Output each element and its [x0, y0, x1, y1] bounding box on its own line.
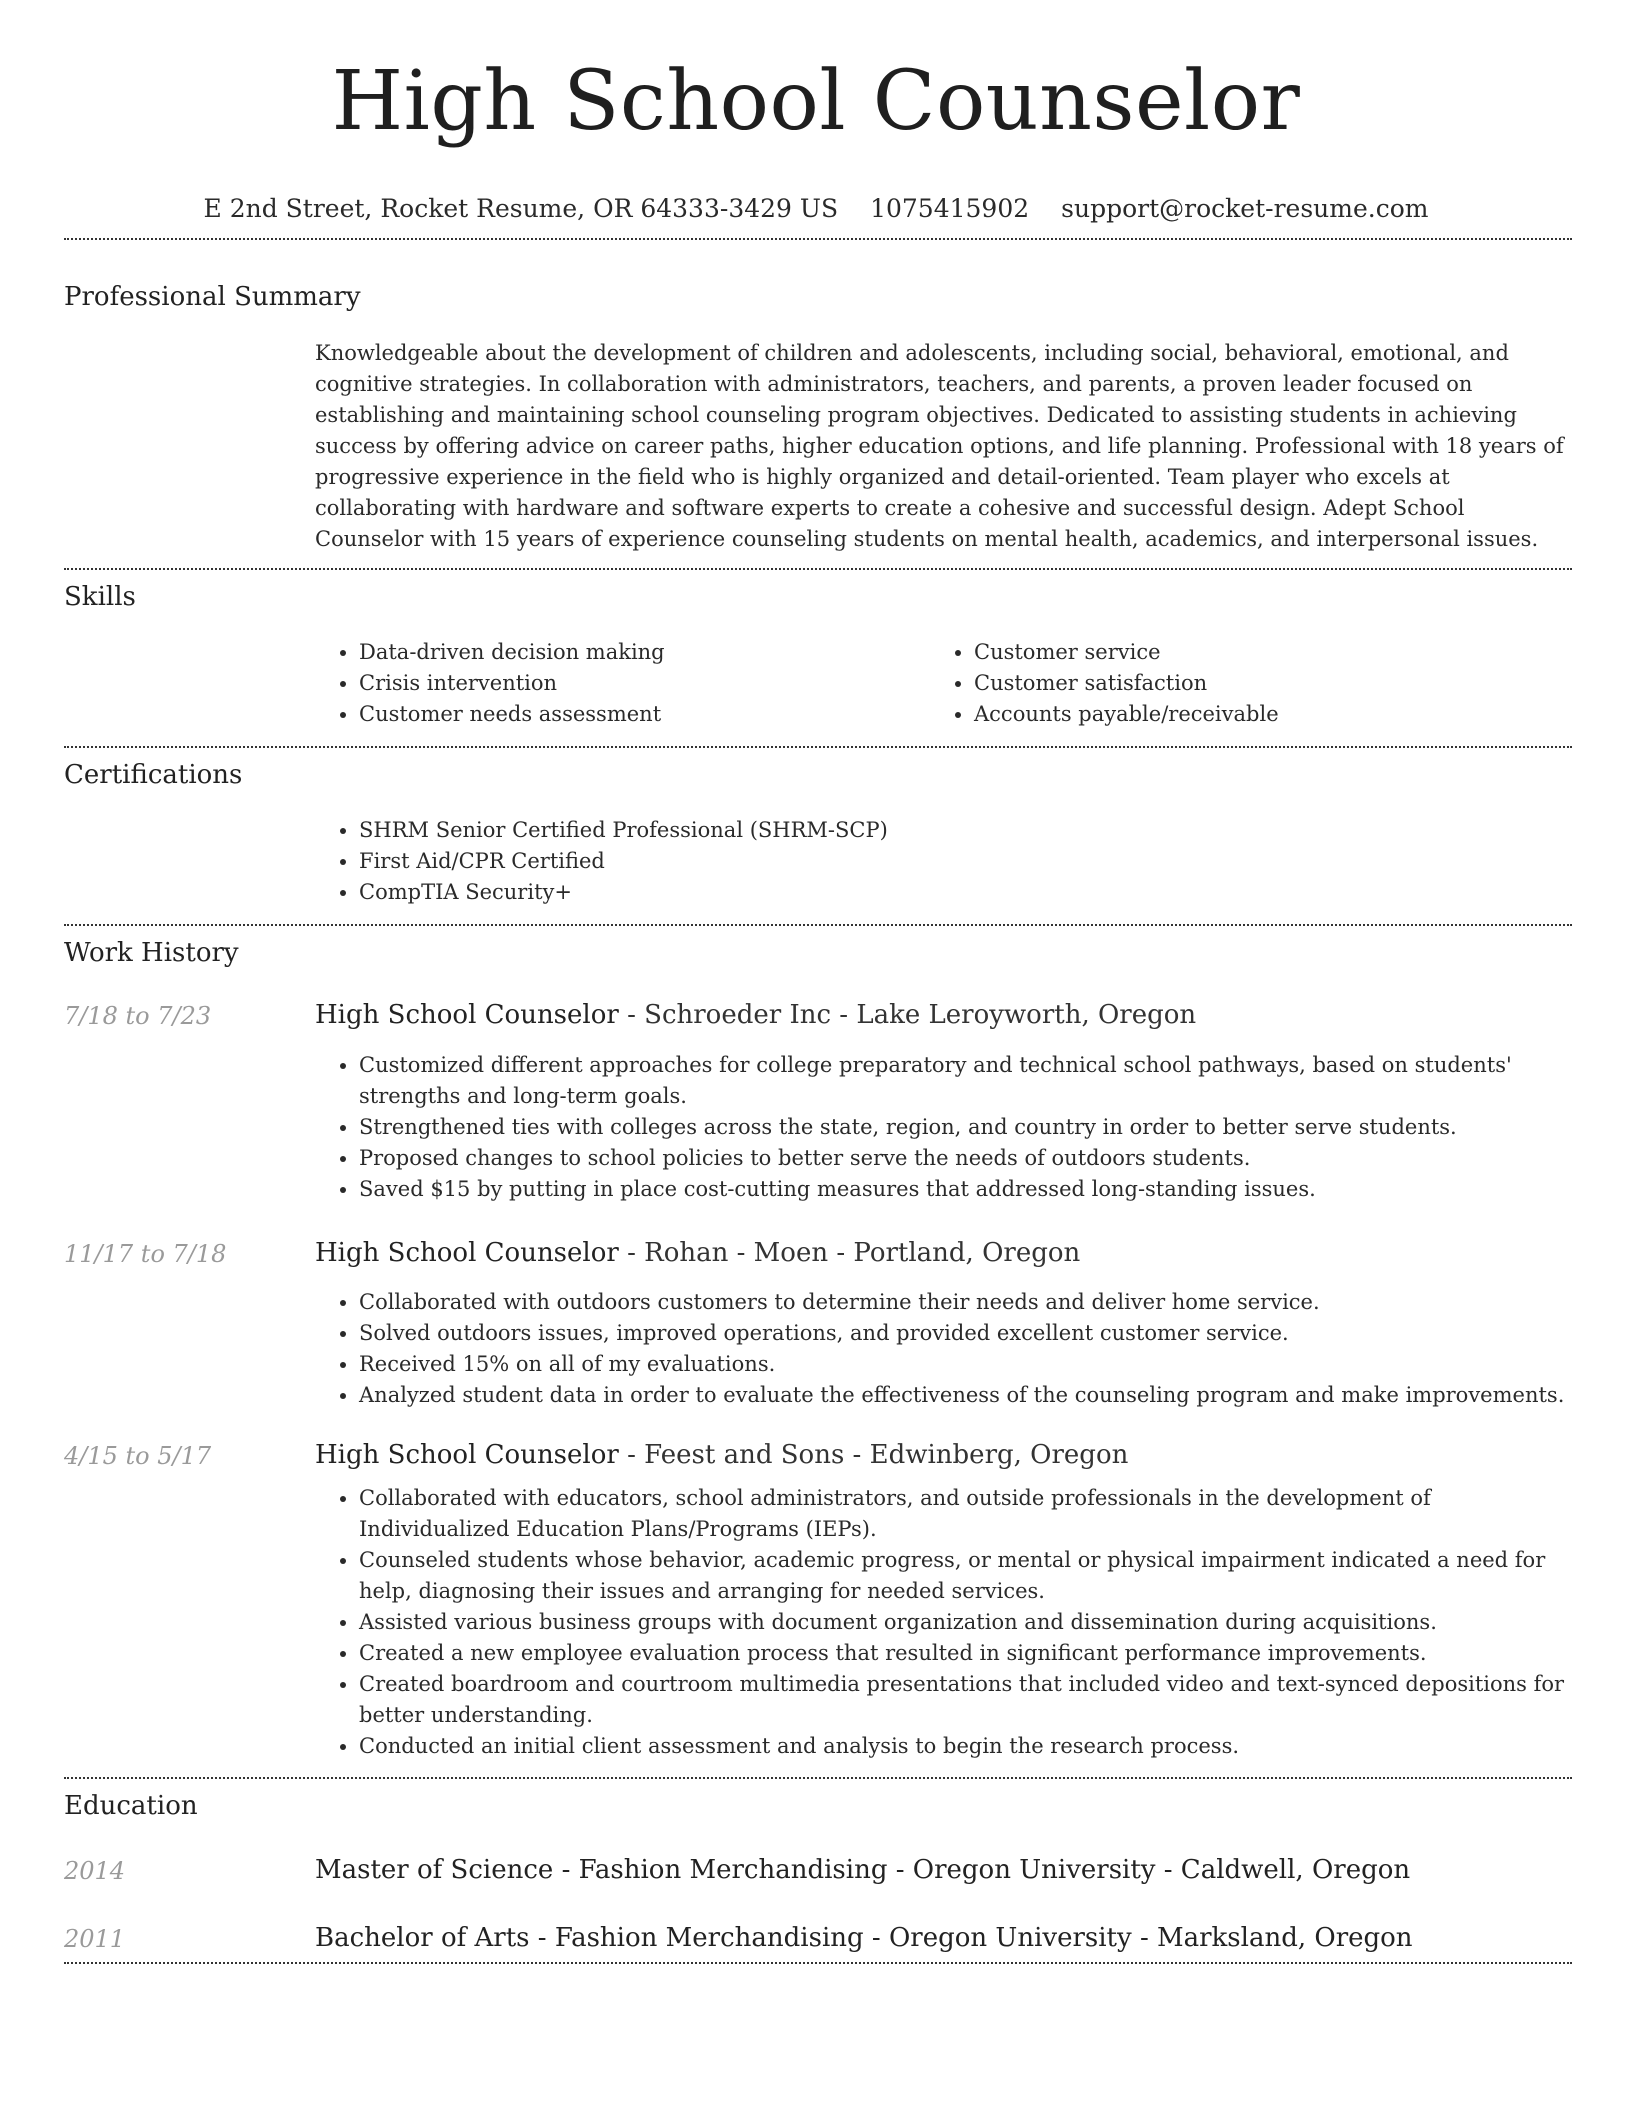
list-item: • Conducted an initial client assessment and analysis to begin the research process.: [359, 1731, 1575, 1762]
list-item: • Customer service: [974, 637, 1530, 668]
candidate-name: High School Counselor: [331, 54, 1301, 149]
summary-block: [315, 338, 1575, 555]
job-role: High School Counselor: [315, 1000, 619, 1030]
contact-line: [0, 194, 1632, 223]
list-item: • Accounts payable/receivable: [974, 699, 1530, 730]
job-employer: - Schroeder Inc - Lake Leroyworth, Oregon: [618, 1000, 1197, 1030]
list-item: • Analyzed student data in order to evaluate the effectiveness of the counseling program and make improvements.: [359, 1380, 1575, 1411]
list-item: • Strengthened ties with colleges across the state, region, and country in order to better serve students.: [359, 1112, 1575, 1143]
job-employer: - Feest and Sons - Edwinberg, Oregon: [618, 1440, 1129, 1470]
list-item: • Created boardroom and courtroom multimedia presentations that included video and text-synced depositions for better understanding.: [359, 1669, 1575, 1731]
divider: [64, 1777, 1572, 1779]
list-item: • Proposed changes to school policies to better serve the needs of outdoors students.: [359, 1143, 1575, 1174]
summary-text: Knowledgeable about the development of children and adolescents, including social, behavioral, emotional, and cognitive strategies. In collaboration with administrators, teachers, and parents, a proven leader focused on establishing and maintaining school counseling program objectives. Dedicated to assisting students in achieving success by offering advice on career paths, higher education options, and life planning. Professional with 18 years of progressive experience in the field who is highly organized and detail-oriented. Team player who excels at collaborating with hardware and software experts to create a cohesive and successful design. Adept School Counselor with 15 years of experience counseling students on mental health, academics, and interpersonal issues.: [315, 341, 1564, 551]
certifications-list: [315, 815, 1575, 908]
skills-list-right: [930, 637, 1530, 730]
education-degree: Bachelor of Arts - Fashion Merchandising: [315, 1923, 864, 1953]
job-dates: 11/17 to 7/18: [64, 1240, 227, 1268]
job-dates: 7/18 to 7/23: [64, 1002, 212, 1030]
divider: [64, 1962, 1572, 1964]
section-title-certifications: Certifications: [64, 760, 243, 790]
list-item: • SHRM Senior Certified Professional (SHRM-SCP): [359, 815, 1575, 846]
list-item: • Assisted various business groups with document organization and dissemination during acquisitions.: [359, 1607, 1575, 1638]
education-year: 2011: [64, 1925, 126, 1953]
list-item: • Saved $15 by putting in place cost-cutting measures that addressed long-standing issues.: [359, 1174, 1575, 1205]
education-entry: [315, 1855, 1410, 1885]
address: E 2nd Street, Rocket Resume, OR 64333-3429 US: [203, 194, 839, 223]
job-dates: 4/15 to 5/17: [64, 1442, 212, 1470]
job-bullets: [315, 1287, 1575, 1411]
job-title: [315, 1238, 1080, 1268]
list-item: • Crisis intervention: [359, 668, 915, 699]
job-title: [315, 1440, 1128, 1470]
list-item: • Collaborated with outdoors customers to determine their needs and deliver home service.: [359, 1287, 1575, 1318]
divider: [64, 924, 1572, 926]
job-bullets: [315, 1050, 1575, 1205]
education-school: - Oregon University - Marksland, Oregon: [863, 1923, 1413, 1953]
divider: [64, 746, 1572, 748]
resume-header: [0, 0, 1632, 223]
section-title-summary: Professional Summary: [64, 282, 361, 312]
list-item: • First Aid/CPR Certified: [359, 846, 1575, 877]
list-item: • Data-driven decision making: [359, 637, 915, 668]
education-entry: [315, 1923, 1413, 1953]
email: support@rocket-resume.com: [1061, 194, 1429, 223]
job-employer: - Rohan - Moen - Portland, Oregon: [618, 1238, 1081, 1268]
job-role: High School Counselor: [315, 1238, 619, 1268]
list-item: • Customer satisfaction: [974, 668, 1530, 699]
list-item: • Customer needs assessment: [359, 699, 915, 730]
job-title: [315, 1000, 1196, 1030]
divider: [64, 238, 1572, 240]
education-year: 2014: [64, 1857, 126, 1885]
list-item: • Customized different approaches for college preparatory and technical school pathways, based on students' strengths and long-term goals.: [359, 1050, 1575, 1112]
list-item: • Received 15% on all of my evaluations.: [359, 1349, 1575, 1380]
section-title-education: Education: [64, 1791, 198, 1821]
education-degree: Master of Science - Fashion Merchandising: [315, 1855, 888, 1885]
list-item: • Created a new employee evaluation process that resulted in significant performance improvements.: [359, 1638, 1575, 1669]
list-item: • Collaborated with educators, school administrators, and outside professionals in the development of Individualized Education Plans/Programs (IEPs).: [359, 1483, 1575, 1545]
section-title-skills: Skills: [64, 582, 136, 612]
list-item: • Solved outdoors issues, improved operations, and provided excellent customer service.: [359, 1318, 1575, 1349]
job-bullets: [315, 1483, 1575, 1762]
skills-list-left: [315, 637, 915, 730]
divider: [64, 568, 1572, 570]
section-title-work-history: Work History: [64, 938, 239, 968]
list-item: • CompTIA Security+: [359, 877, 1575, 908]
phone: 1075415902: [870, 194, 1030, 223]
list-item: • Counseled students whose behavior, academic progress, or mental or physical impairment indicated a need for help, diagnosing their issues and arranging for needed services.: [359, 1545, 1575, 1607]
education-school: - Oregon University - Caldwell, Oregon: [887, 1855, 1411, 1885]
job-role: High School Counselor: [315, 1440, 619, 1470]
